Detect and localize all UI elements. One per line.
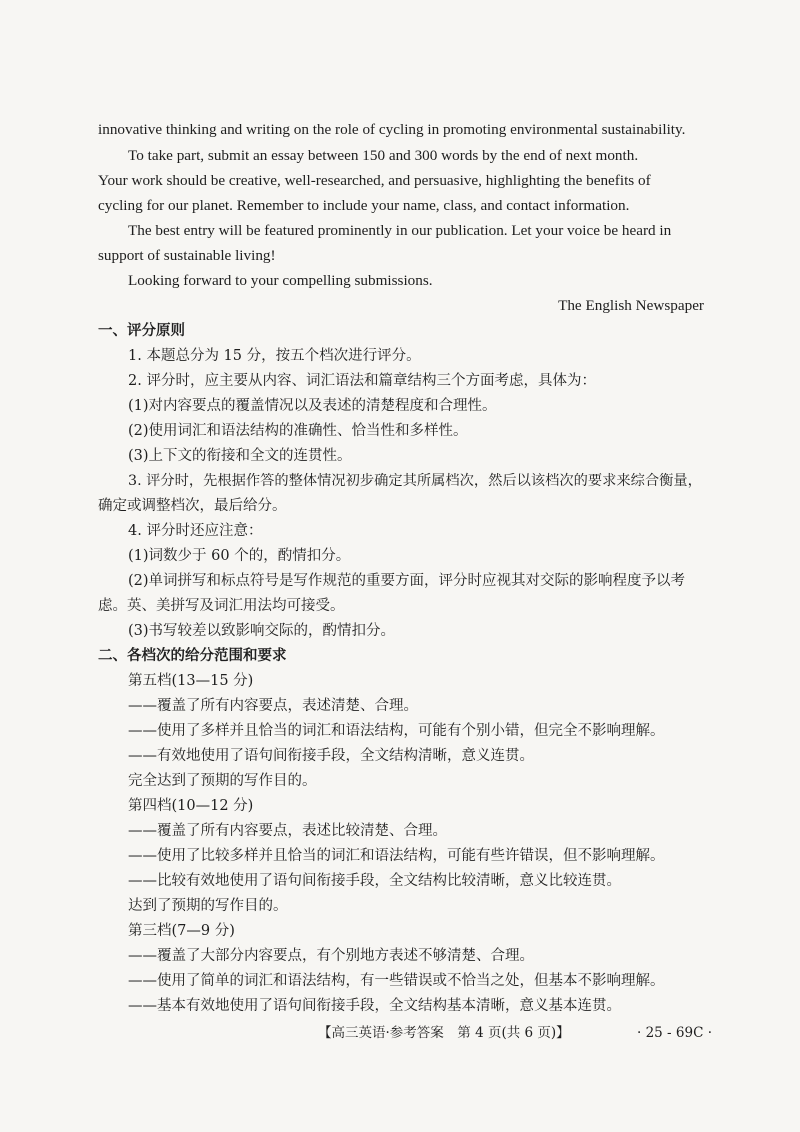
letter-line: To take part, submit an essay between 150 and 300 words by the end of next month. <box>128 147 639 164</box>
rule-item: 3. 评分时，先根据作答的整体情况初步确定其所属档次，然后以该档次的要求来综合衡量， <box>128 473 702 489</box>
rule-subitem: (2)使用词汇和语法结构的准确性、恰当性和多样性。 <box>128 423 468 439</box>
letter-signature: The English Newspaper <box>558 297 704 314</box>
rule-item-continuation: 确定或调整档次，最后给分。 <box>98 498 287 514</box>
page-footer <box>0 1022 800 1044</box>
band-summary: 达到了预期的写作目的。 <box>128 898 288 914</box>
rule-subitem: (3)书写较差以致影响交际的，酌情扣分。 <box>128 623 396 639</box>
band-point: ——覆盖了所有内容要点，表述清楚、合理。 <box>128 698 418 714</box>
band-point: ——覆盖了大部分内容要点，有个别地方表述不够清楚、合理。 <box>128 948 534 964</box>
band-point: ——使用了多样并且恰当的词汇和语法结构，可能有个别小错，但完全不影响理解。 <box>128 723 665 739</box>
letter-line: innovative thinking and writing on the role of cycling in promoting environmental sustainability. <box>98 121 686 138</box>
footer-page-info: 【高三英语·参考答案 第 4 页(共 6 页)】 <box>318 1025 570 1041</box>
band-summary: 完全达到了预期的写作目的。 <box>128 773 317 789</box>
letter-line: The best entry will be featured prominently in our publication. Let your voice be heard in <box>128 222 672 239</box>
rule-subitem: (1)对内容要点的覆盖情况以及表述的清楚程度和合理性。 <box>128 398 497 414</box>
footer-code: · 25 - 69C · <box>637 1025 712 1041</box>
letter-line: support of sustainable living! <box>98 247 276 264</box>
rule-item: 4. 评分时还应注意： <box>128 523 263 539</box>
band-point: ——使用了简单的词汇和语法结构，有一些错误或不恰当之处，但基本不影响理解。 <box>128 973 665 989</box>
band-title: 第三档(7—9 分) <box>128 923 235 939</box>
band-point: ——比较有效地使用了语句间衔接手段，全文结构比较清晰，意义比较连贯。 <box>128 873 621 889</box>
rule-subitem-continuation: 虑。英、美拼写及词汇用法均可接受。 <box>98 598 345 614</box>
band-point: ——基本有效地使用了语句间衔接手段，全文结构基本清晰，意义基本连贯。 <box>128 998 621 1014</box>
rule-subitem: (2)单词拼写和标点符号是写作规范的重要方面，评分时应视其对交际的影响程度予以考 <box>128 573 686 589</box>
letter-line: Your work should be creative, well-researched, and persuasive, highlighting the benefits of <box>98 172 651 189</box>
band-point: ——覆盖了所有内容要点，表述比较清楚、合理。 <box>128 823 447 839</box>
section-heading-score-bands: 二、各档次的给分范围和要求 <box>98 648 287 664</box>
rule-subitem: (1)词数少于 60 个的，酌情扣分。 <box>128 548 351 564</box>
section-heading-scoring-principles: 一、评分原则 <box>98 323 185 339</box>
rule-item: 1. 本题总分为 15 分，按五个档次进行评分。 <box>128 348 421 364</box>
band-title: 第五档(13—15 分) <box>128 673 254 689</box>
band-title: 第四档(10—12 分) <box>128 798 254 814</box>
letter-line: Looking forward to your compelling submissions. <box>128 272 433 289</box>
rule-item: 2. 评分时，应主要从内容、词汇语法和篇章结构三个方面考虑，具体为： <box>128 373 596 389</box>
band-point: ——有效地使用了语句间衔接手段，全文结构清晰，意义连贯。 <box>128 748 534 764</box>
letter-line: cycling for our planet. Remember to include your name, class, and contact information. <box>98 197 630 214</box>
rule-subitem: (3)上下文的衔接和全文的连贯性。 <box>128 448 352 464</box>
band-point: ——使用了比较多样并且恰当的词汇和语法结构，可能有些许错误，但不影响理解。 <box>128 848 665 864</box>
